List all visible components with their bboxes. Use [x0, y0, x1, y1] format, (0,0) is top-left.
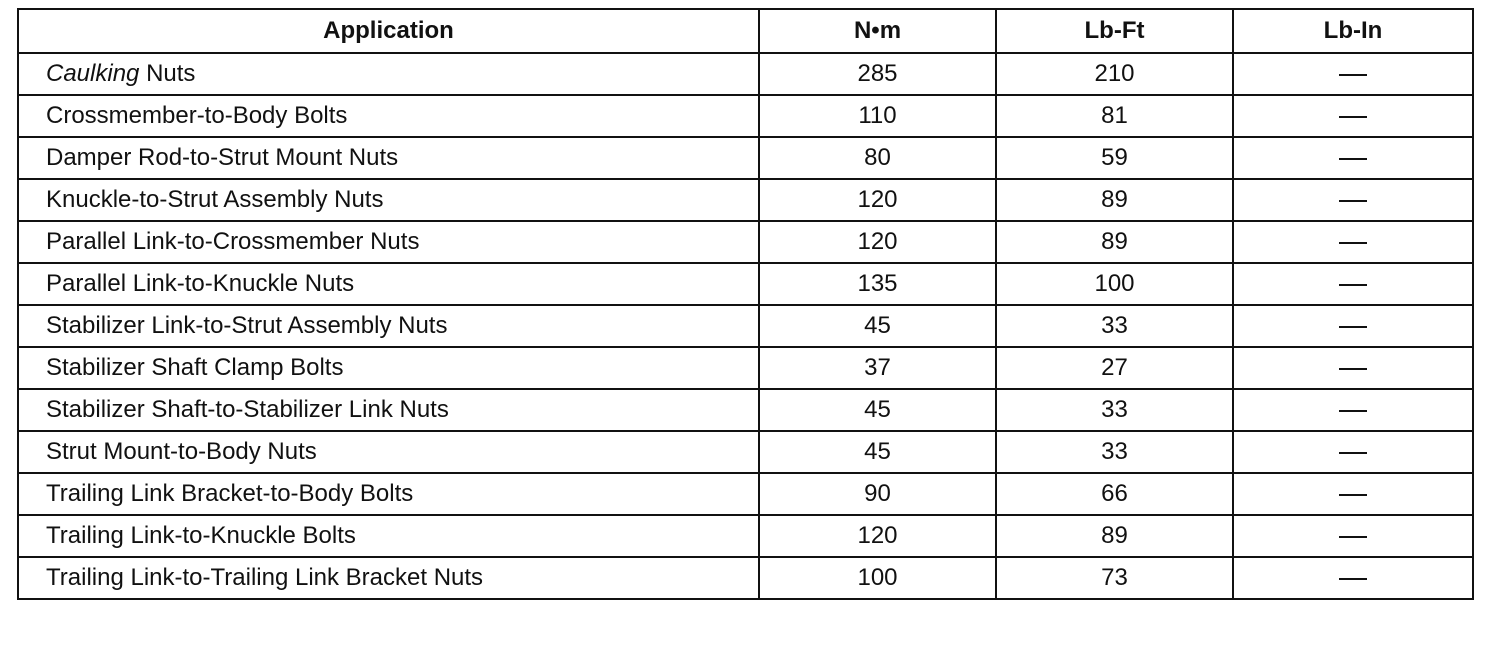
- lbft-cell: 33: [996, 305, 1233, 347]
- application-cell: Stabilizer Shaft Clamp Bolts: [18, 347, 759, 389]
- lbft-cell: 59: [996, 137, 1233, 179]
- table-row: [18, 263, 1473, 305]
- lbin-cell: [1233, 137, 1473, 179]
- lbft-cell: 33: [996, 389, 1233, 431]
- lbft-cell: 27: [996, 347, 1233, 389]
- column-header-application: Application: [18, 9, 759, 53]
- not-applicable-dash: [1339, 158, 1367, 160]
- lbft-cell: 89: [996, 221, 1233, 263]
- lbin-cell: [1233, 95, 1473, 137]
- table-row: [18, 53, 1473, 95]
- lbin-cell: [1233, 515, 1473, 557]
- not-applicable-dash: [1339, 200, 1367, 202]
- nm-cell: 100: [759, 557, 996, 599]
- application-cell: Stabilizer Link-to-Strut Assembly Nuts: [18, 305, 759, 347]
- nm-cell: 285: [759, 53, 996, 95]
- lbin-cell: [1233, 347, 1473, 389]
- not-applicable-dash: [1339, 74, 1367, 76]
- nm-cell: 45: [759, 305, 996, 347]
- lbin-cell: [1233, 179, 1473, 221]
- not-applicable-dash: [1339, 494, 1367, 496]
- not-applicable-dash: [1339, 326, 1367, 328]
- application-cell: Damper Rod-to-Strut Mount Nuts: [18, 137, 759, 179]
- table-row: [18, 137, 1473, 179]
- not-applicable-dash: [1339, 116, 1367, 118]
- application-cell: Strut Mount-to-Body Nuts: [18, 431, 759, 473]
- torque-specifications-table-wrapper: [17, 8, 1474, 600]
- table-row: [18, 473, 1473, 515]
- application-cell: Parallel Link-to-Crossmember Nuts: [18, 221, 759, 263]
- lbin-cell: [1233, 473, 1473, 515]
- nm-cell: 135: [759, 263, 996, 305]
- column-header-lbin: Lb-In: [1233, 9, 1473, 53]
- not-applicable-dash: [1339, 410, 1367, 412]
- lbft-cell: 210: [996, 53, 1233, 95]
- table-row: [18, 305, 1473, 347]
- lbin-cell: [1233, 221, 1473, 263]
- nm-cell: 110: [759, 95, 996, 137]
- table-row: [18, 515, 1473, 557]
- table-row: [18, 179, 1473, 221]
- torque-specifications-table: [17, 8, 1474, 600]
- application-italic-text: Caulking: [46, 60, 140, 87]
- nm-cell: 45: [759, 389, 996, 431]
- application-cell: Trailing Link-to-Knuckle Bolts: [18, 515, 759, 557]
- table-body: [18, 53, 1473, 599]
- not-applicable-dash: [1339, 368, 1367, 370]
- lbin-cell: [1233, 557, 1473, 599]
- not-applicable-dash: [1339, 242, 1367, 244]
- nm-cell: 37: [759, 347, 996, 389]
- application-text: Nuts: [146, 60, 196, 87]
- column-header-lbft: Lb-Ft: [996, 9, 1233, 53]
- table-row: [18, 347, 1473, 389]
- header-row: [18, 9, 1473, 53]
- application-cell: Crossmember-to-Body Bolts: [18, 95, 759, 137]
- lbin-cell: [1233, 431, 1473, 473]
- lbft-cell: 89: [996, 179, 1233, 221]
- lbft-cell: 66: [996, 473, 1233, 515]
- nm-cell: 90: [759, 473, 996, 515]
- lbin-cell: [1233, 389, 1473, 431]
- lbin-cell: [1233, 263, 1473, 305]
- table-row: [18, 431, 1473, 473]
- nm-cell: 120: [759, 221, 996, 263]
- nm-cell: 120: [759, 179, 996, 221]
- lbft-cell: 81: [996, 95, 1233, 137]
- application-cell: Stabilizer Shaft-to-Stabilizer Link Nuts: [18, 389, 759, 431]
- application-cell: Knuckle-to-Strut Assembly Nuts: [18, 179, 759, 221]
- nm-cell: 120: [759, 515, 996, 557]
- nm-cell: 45: [759, 431, 996, 473]
- table-row: [18, 389, 1473, 431]
- not-applicable-dash: [1339, 536, 1367, 538]
- application-cell: [18, 53, 759, 95]
- application-cell: Trailing Link-to-Trailing Link Bracket Nuts: [18, 557, 759, 599]
- table-row: [18, 221, 1473, 263]
- lbft-cell: 89: [996, 515, 1233, 557]
- not-applicable-dash: [1339, 284, 1367, 286]
- not-applicable-dash: [1339, 578, 1367, 580]
- table-header: [18, 9, 1473, 53]
- not-applicable-dash: [1339, 452, 1367, 454]
- lbft-cell: 33: [996, 431, 1233, 473]
- lbin-cell: [1233, 53, 1473, 95]
- table-row: [18, 95, 1473, 137]
- nm-cell: 80: [759, 137, 996, 179]
- lbft-cell: 100: [996, 263, 1233, 305]
- application-cell: Trailing Link Bracket-to-Body Bolts: [18, 473, 759, 515]
- table-row: [18, 557, 1473, 599]
- lbin-cell: [1233, 305, 1473, 347]
- application-cell: Parallel Link-to-Knuckle Nuts: [18, 263, 759, 305]
- lbft-cell: 73: [996, 557, 1233, 599]
- column-header-nm: N•m: [759, 9, 996, 53]
